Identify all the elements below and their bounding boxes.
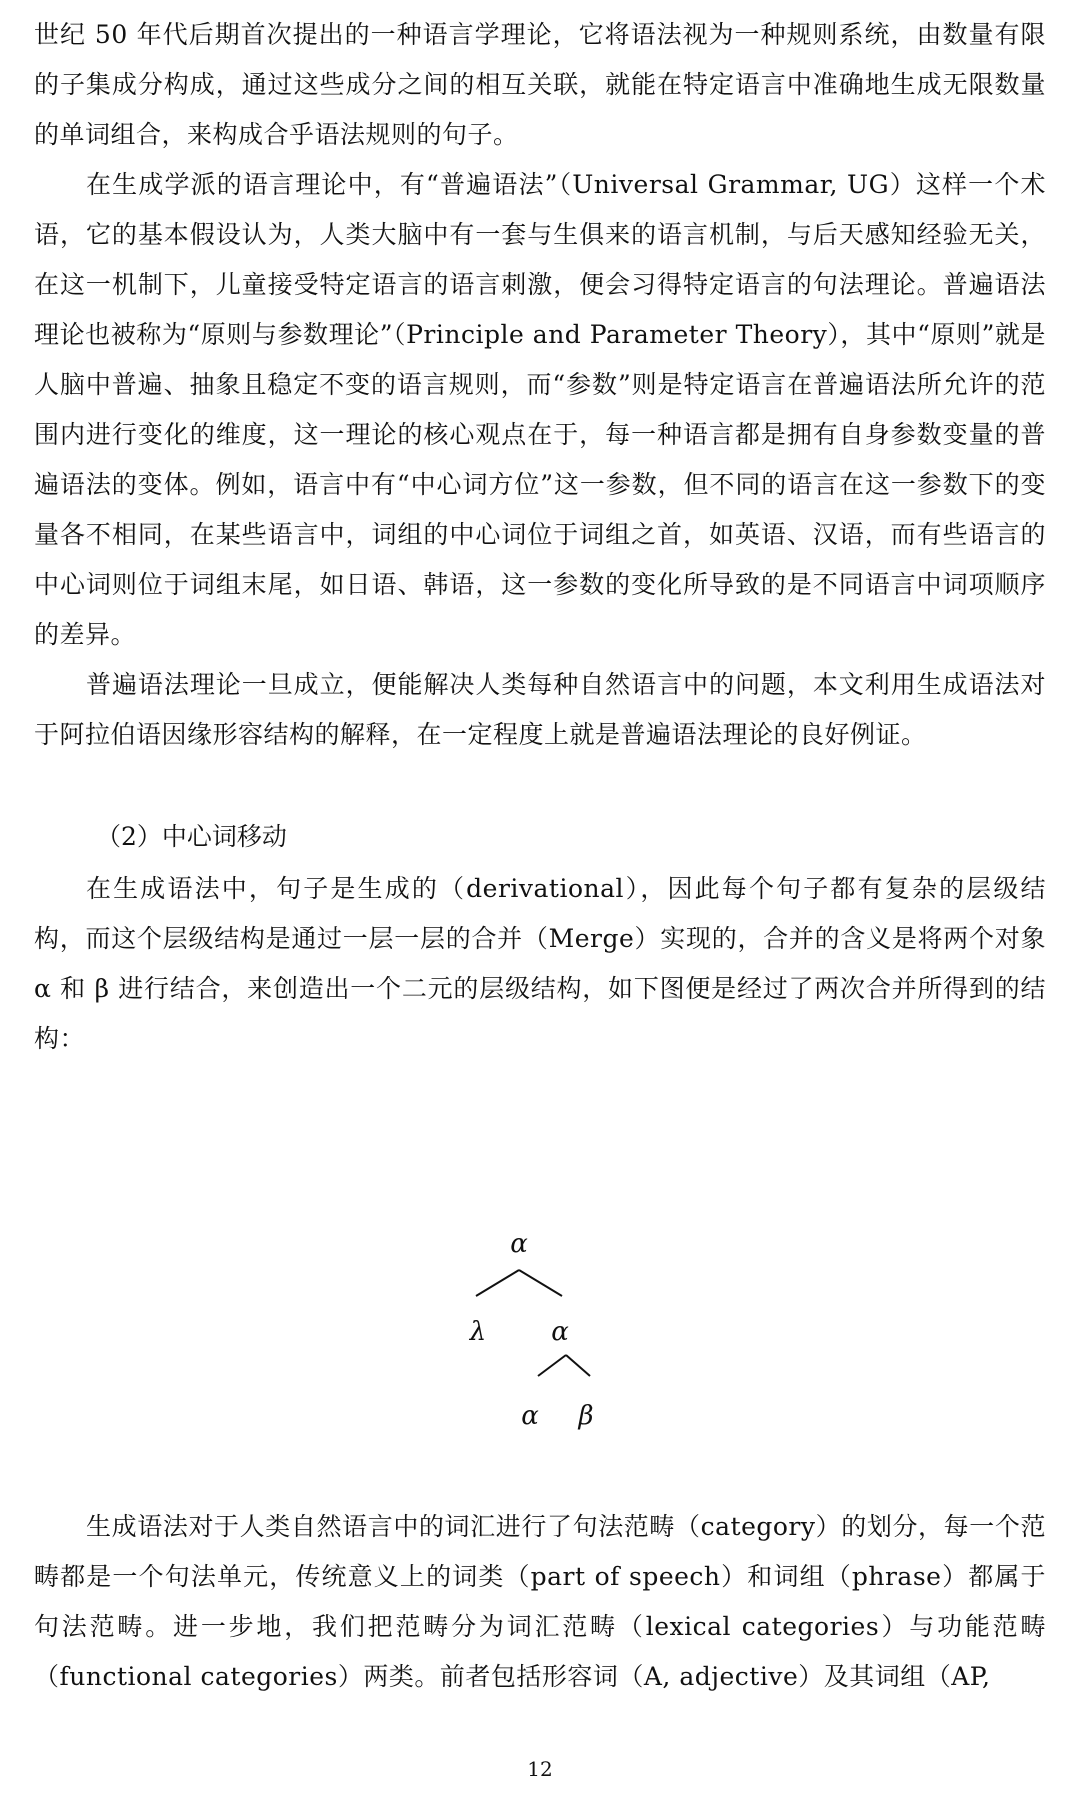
paragraph-intro-continued: 世纪 50 年代后期首次提出的一种语言学理论，它将语法视为一种规则系统，由数量有限的子集成分构成，通过这些成分之间的相互关联，就能在特定语言中准确地生成无限数量的单词组合，来构成合乎语法规则的句子。 bbox=[34, 20, 1046, 149]
merge-tree-diagram bbox=[0, 1230, 1080, 1480]
tree-right-child-node: α bbox=[551, 1317, 569, 1347]
tree-left-child-node: λ bbox=[469, 1317, 487, 1347]
paragraph-merge-definition: 在生成语法中，句子是生成的（derivational），因此每个句子都有复杂的层级结构，而这个层级结构是通过一层一层的合并（Merge）实现的，合并的含义是将两个对象 α 和 β 进行结合，来创造出一个二元的层级结构，如下图便是经过了两次合并所得到的结构： bbox=[34, 874, 1046, 1053]
tree-edge-root-left bbox=[476, 1270, 519, 1296]
tree-edge-right-right bbox=[566, 1355, 590, 1376]
paragraph-universal-grammar: 在生成学派的语言理论中，有“普遍语法”（Universal Grammar, UG）这样一个术语，它的基本假设认为，人类大脑中有一套与生俱来的语言机制，与后天感知经验无关，在这一机制下，儿童接受特定语言的语言刺激，便会习得特定语言的句法理论。普遍语法理论也被称为“原则与参数理论”（Principle and Parameter Theory），其中“原则”就是人脑中普遍、抽象且稳定不变的语言规则，而“参数”则是特定语言在普遍语法所允许的范围内进行变化的维度，这一理论的核心观点在于，每一种语言都是拥有自身参数变量的普遍语法的变体。例如，语言中有“中心词方位”这一参数，但不同的语言在这一参数下的变量各不相同，在某些语言中，词组的中心词位于词组之首，如英语、汉语，而有些语言的中心词则位于词组末尾，如日语、韩语，这一参数的变化所导致的是不同语言中词项顺序的差异。 bbox=[34, 170, 1046, 649]
section-heading-head-movement: （2）中心词移动 bbox=[96, 822, 287, 851]
paragraph-ug-conclusion: 普遍语法理论一旦成立，便能解决人类每种自然语言中的问题，本文利用生成语法对于阿拉伯语因缘形容结构的解释，在一定程度上就是普遍语法理论的良好例证。 bbox=[34, 670, 1046, 749]
paragraph-syntactic-categories: 生成语法对于人类自然语言中的词汇进行了句法范畴（category）的划分，每一个范畴都是一个句法单元，传统意义上的词类（part of speech）和词组（phrase）都属于句法范畴。进一步地，我们把范畴分为词汇范畴（lexical categories）与功能范畴（functional categories）两类。前者包括形容词（A, adjective）及其词组（AP, bbox=[34, 1512, 1046, 1691]
tree-edge-root-right bbox=[519, 1270, 562, 1296]
page-number: 12 bbox=[527, 1757, 553, 1781]
tree-edge-right-left bbox=[538, 1355, 566, 1376]
tree-root-node: α bbox=[510, 1230, 528, 1259]
tree-leaf-alpha: α bbox=[521, 1401, 539, 1431]
tree-leaf-beta: β bbox=[578, 1401, 594, 1431]
